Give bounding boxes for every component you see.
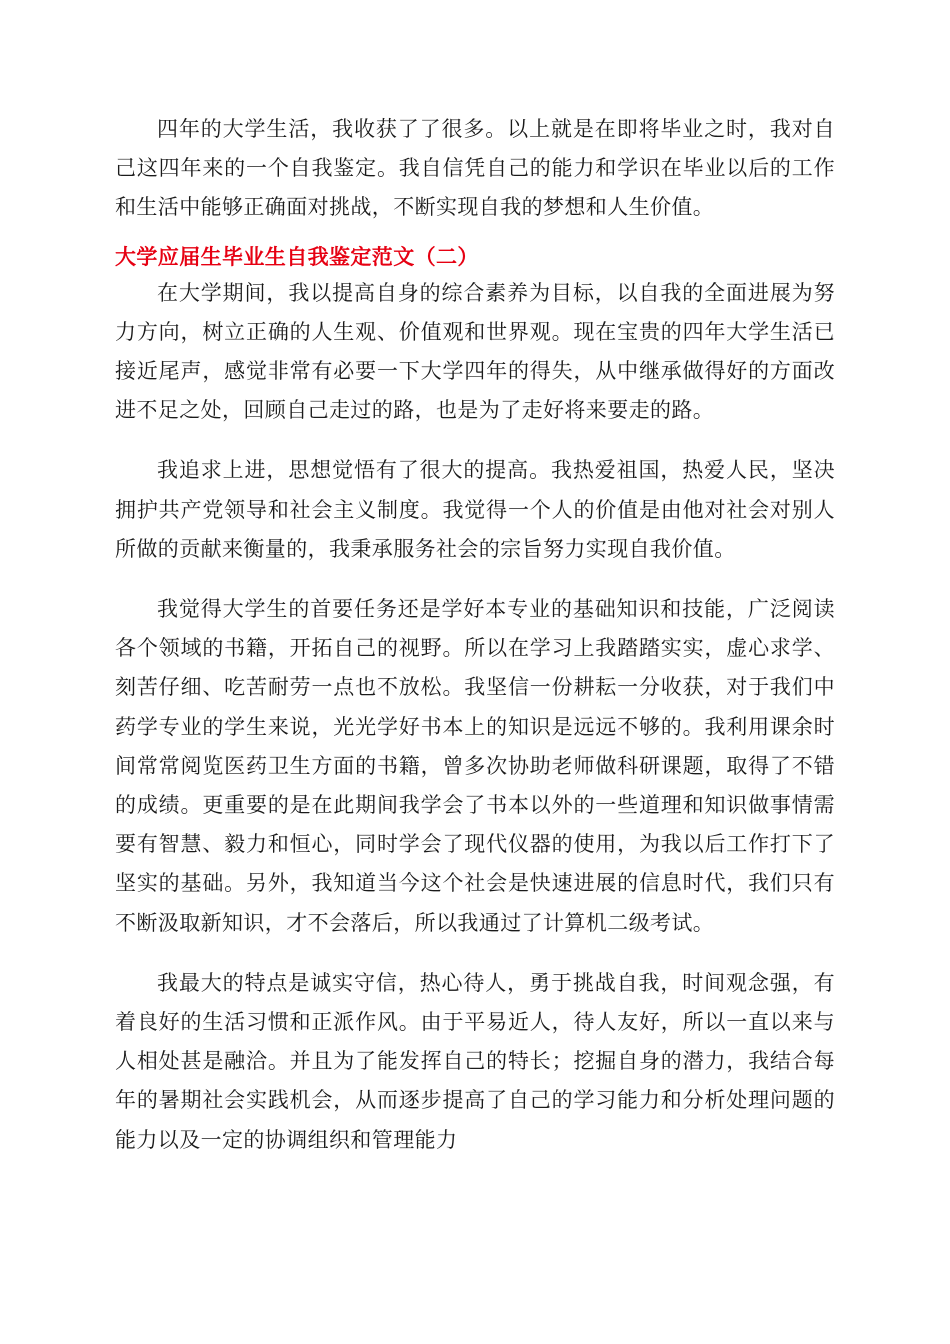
- body-paragraph-2: 我追求上进，思想觉悟有了很大的提高。我热爱祖国，热爱人民，坚决拥护共产党领导和社会主义制度。我觉得一个人的价值是由他对社会对别人所做的贡献来衡量的，我秉承服务社会的宗旨努力实现自我价值。: [115, 458, 835, 561]
- section-heading: 大学应届生毕业生自我鉴定范文（二）: [115, 244, 479, 269]
- intro-paragraph: 四年的大学生活，我收获了了很多。以上就是在即将毕业之时，我对自己这四年来的一个自我鉴定。我自信凭自己的能力和学识在毕业以后的工作和生活中能够正确面对挑战，不断实现自我的梦想和人生价值。: [115, 117, 835, 220]
- body-paragraph-1: 在大学期间，我以提高自身的综合素养为目标，以自我的全面进展为努力方向，树立正确的人生观、价值观和世界观。现在宝贵的四年大学生活已接近尾声，感觉非常有必要一下大学四年的得失，从中继承做得好的方面改进不足之处，回顾自己走过的路，也是为了走好将来要走的路。: [115, 280, 835, 423]
- document-page: [115, 110, 835, 1160]
- body-paragraph-4: 我最大的特点是诚实守信，热心待人，勇于挑战自我，时间观念强，有着良好的生活习惯和正派作风。由于平易近人，待人友好，所以一直以来与人相处甚是融洽。并且为了能发挥自己的特长；挖掘自身的潜力，我结合每年的暑期社会实践机会，从而逐步提高了自己的学习能力和分析处理问题的能力以及一定的协调组织和管理能力: [115, 970, 835, 1152]
- body-paragraph-3: 我觉得大学生的首要任务还是学好本专业的基础知识和技能，广泛阅读各个领域的书籍，开拓自己的视野。所以在学习上我踏踏实实，虚心求学、刻苦仔细、吃苦耐劳一点也不放松。我坚信一份耕耘一分收获，对于我们中药学专业的学生来说，光光学好书本上的知识是远远不够的。我利用课余时间常常阅览医药卫生方面的书籍，曾多次协助老师做科研课题，取得了不错的成绩。更重要的是在此期间我学会了书本以外的一些道理和知识做事情需要有智慧、毅力和恒心，同时学会了现代仪器的使用，为我以后工作打下了坚实的基础。另外，我知道当今这个社会是快速进展的信息时代，我们只有不断汲取新知识，才不会落后，所以我通过了计算机二级考试。: [115, 597, 835, 935]
